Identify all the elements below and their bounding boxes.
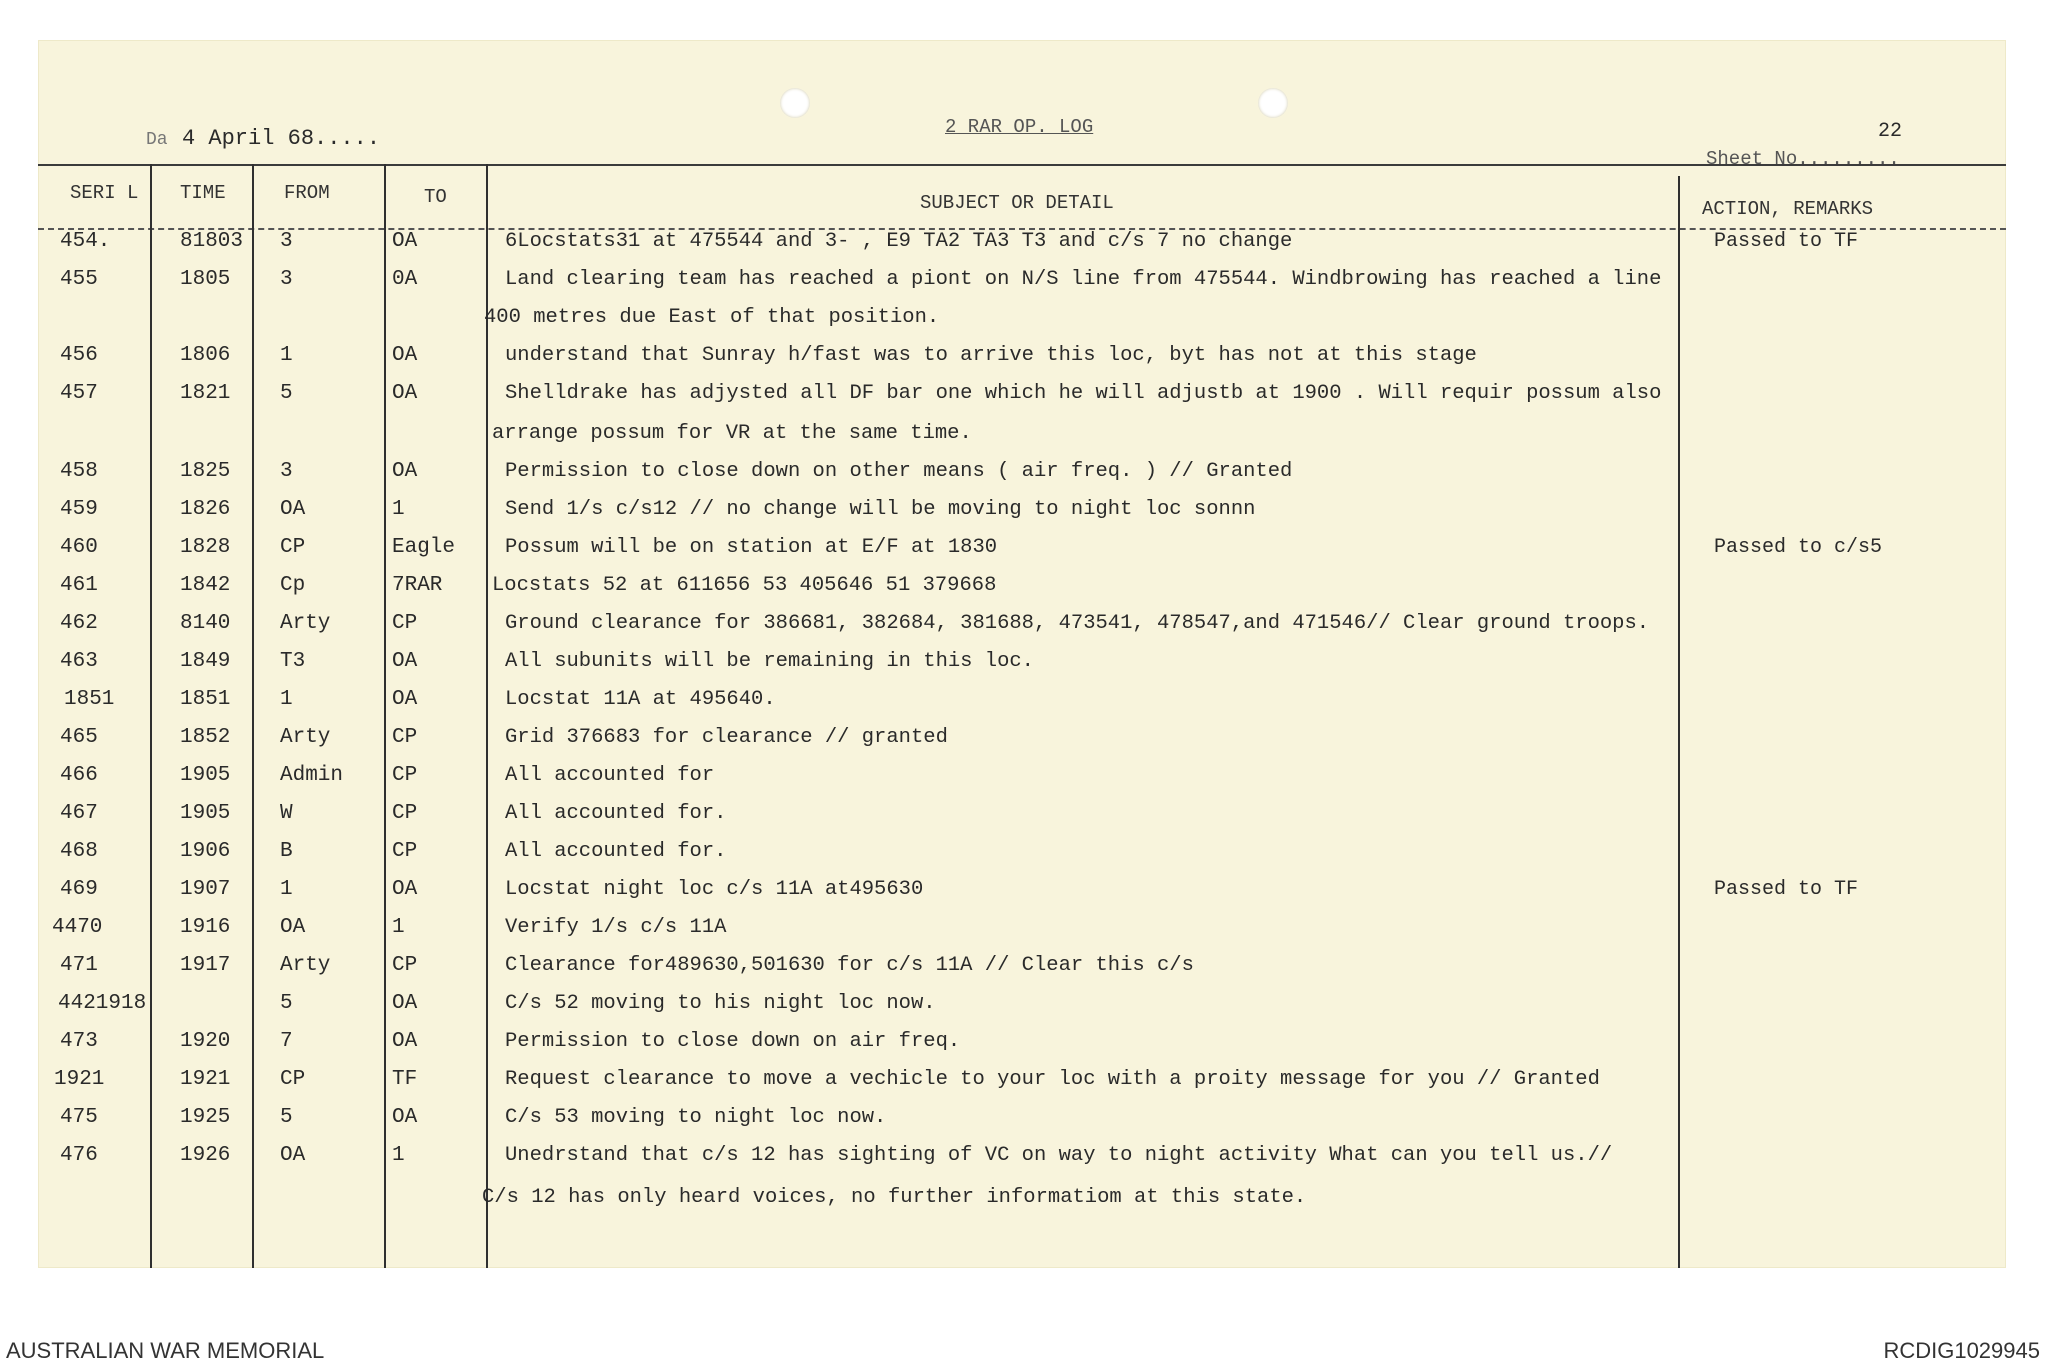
table-row: [38, 1180, 2006, 1216]
table-row: [38, 338, 2006, 374]
detail-cell: C/s 12 has only heard voices, no further informatiom at this state.: [482, 1186, 1307, 1209]
time-cell: 1842: [180, 574, 231, 597]
action-cell: Passed to TF: [1714, 878, 1859, 901]
table-row: [38, 986, 2006, 1022]
from-cell: 3: [280, 268, 293, 291]
time-cell: 1825: [180, 460, 231, 483]
time-cell: 1920: [180, 1030, 231, 1053]
time-cell: 1826: [180, 498, 231, 521]
from-cell: Admin: [280, 764, 344, 787]
from-cell: 5: [280, 382, 293, 405]
serial-cell: 1921: [54, 1068, 105, 1091]
serial-cell: 465: [60, 726, 98, 749]
table-row: [38, 872, 2006, 908]
to-cell: 1: [392, 1144, 405, 1167]
to-cell: OA: [392, 650, 418, 673]
to-cell: OA: [392, 878, 418, 901]
col-header-time: TIME: [180, 182, 226, 204]
page-title: 2 RAR OP. LOG: [945, 116, 1094, 138]
to-cell: OA: [392, 1106, 418, 1129]
detail-cell: Locstats 52 at 611656 53 405646 51 379668: [492, 574, 997, 597]
to-cell: OA: [392, 1030, 418, 1053]
from-cell: W: [280, 802, 293, 825]
col-header-serial: SERI L: [70, 182, 139, 204]
to-cell: 0A: [392, 268, 418, 291]
from-cell: 7: [280, 1030, 293, 1053]
time-cell: 1917: [180, 954, 231, 977]
table-row: [38, 568, 2006, 604]
time-cell: 1852: [180, 726, 231, 749]
from-cell: Arty: [280, 726, 331, 749]
detail-cell: All accounted for: [505, 764, 715, 787]
detail-cell: 6Locstats31 at 475544 and 3- , E9 TA2 TA3 T3 and c/s 7 no change: [505, 230, 1293, 253]
time-cell: 1921: [180, 1068, 231, 1091]
serial-cell: 1851: [64, 688, 115, 711]
archive-credit: AUSTRALIAN WAR MEMORIAL: [6, 1338, 325, 1363]
to-cell: OA: [392, 992, 418, 1015]
time-cell: 1849: [180, 650, 231, 673]
from-cell: OA: [280, 498, 306, 521]
time-cell: 1905: [180, 764, 231, 787]
detail-cell: Locstat 11A at 495640.: [505, 688, 776, 711]
to-cell: OA: [392, 460, 418, 483]
from-cell: 1: [280, 688, 293, 711]
table-row: [38, 454, 2006, 490]
serial-cell: 457: [60, 382, 98, 405]
from-cell: Cp: [280, 574, 306, 597]
table-top-rule: [38, 164, 2006, 166]
serial-cell: 471: [60, 954, 98, 977]
detail-cell: understand that Sunray h/fast was to arrive this loc, byt has not at this stage: [505, 344, 1477, 367]
table-row: [38, 376, 2006, 412]
time-cell: 1905: [180, 802, 231, 825]
table-row: [38, 644, 2006, 680]
from-cell: 3: [280, 460, 293, 483]
time-cell: 1851: [180, 688, 231, 711]
serial-cell: 454.: [60, 230, 111, 253]
table-row: [38, 1024, 2006, 1060]
table-row: [38, 758, 2006, 794]
detail-cell: All accounted for.: [505, 840, 727, 863]
serial-cell: 468: [60, 840, 98, 863]
to-cell: 7RAR: [392, 574, 443, 597]
time-cell: 8140: [180, 612, 231, 635]
to-cell: CP: [392, 954, 418, 977]
table-row: [38, 416, 2006, 452]
action-cell: Passed to TF: [1714, 230, 1859, 253]
to-cell: Eagle: [392, 536, 456, 559]
time-cell: 1821: [180, 382, 231, 405]
table-row: [38, 300, 2006, 336]
to-cell: OA: [392, 344, 418, 367]
detail-cell: Grid 376683 for clearance // granted: [505, 726, 948, 749]
time-cell: 81803: [180, 230, 244, 253]
serial-cell: 476: [60, 1144, 98, 1167]
to-cell: 1: [392, 916, 405, 939]
detail-cell: Possum will be on station at E/F at 1830: [505, 536, 998, 559]
col-header-subject: SUBJECT OR DETAIL: [920, 192, 1114, 214]
detail-cell: Locstat night loc c/s 11A at495630: [505, 878, 924, 901]
to-cell: 1: [392, 498, 405, 521]
table-row: [38, 262, 2006, 298]
serial-cell: 466: [60, 764, 98, 787]
record-id: RCDIG1029945: [1883, 1338, 2040, 1363]
detail-cell: Permission to close down on air freq.: [505, 1030, 961, 1053]
detail-cell: All accounted for.: [505, 802, 727, 825]
table-row: [38, 492, 2006, 528]
detail-cell: Unedrstand that c/s 12 has sighting of VC on way to night activity What can you tell us.//: [505, 1144, 1613, 1167]
table-row: [38, 720, 2006, 756]
table-row: [38, 1100, 2006, 1136]
from-cell: OA: [280, 916, 306, 939]
to-cell: CP: [392, 840, 418, 863]
to-cell: CP: [392, 726, 418, 749]
to-cell: OA: [392, 688, 418, 711]
from-cell: Arty: [280, 954, 331, 977]
time-cell: 1906: [180, 840, 231, 863]
from-cell: T3: [280, 650, 306, 673]
sheet-number: 22: [1878, 120, 1903, 143]
table-row: [38, 224, 2006, 260]
detail-cell: Shelldrake has adjysted all DF bar one which he will adjustb at 1900 . Will requir possum also: [505, 382, 1662, 405]
table-row: [38, 530, 2006, 566]
time-cell: 1925: [180, 1106, 231, 1129]
serial-cell: 473: [60, 1030, 98, 1053]
table-row: [38, 910, 2006, 946]
detail-cell: Send 1/s c/s12 // no change will be moving to night loc sonnn: [505, 498, 1256, 521]
detail-cell: C/s 52 moving to his night loc now.: [505, 992, 936, 1015]
to-cell: CP: [392, 612, 418, 635]
serial-cell: 475: [60, 1106, 98, 1129]
detail-cell: 400 metres due East of that position.: [484, 306, 940, 329]
punch-hole-left: [780, 88, 810, 118]
time-cell: 1806: [180, 344, 231, 367]
table-row: [38, 606, 2006, 642]
table-row: [38, 948, 2006, 984]
serial-cell: 458: [60, 460, 98, 483]
col-header-action: ACTION, REMARKS: [1702, 198, 1874, 220]
to-cell: TF: [392, 1068, 418, 1091]
table-row: [38, 834, 2006, 870]
table-row: [38, 1138, 2006, 1174]
serial-cell: 461: [60, 574, 98, 597]
to-cell: OA: [392, 230, 418, 253]
from-cell: 3: [280, 230, 293, 253]
serial-cell: 4421918: [58, 992, 147, 1015]
serial-cell: 456: [60, 344, 98, 367]
sheet-label: Sheet No.........: [1706, 148, 1900, 170]
detail-cell: arrange possum for VR at the same time.: [492, 422, 972, 445]
action-cell: Passed to c/s5: [1714, 536, 1883, 559]
detail-cell: Ground clearance for 386681, 382684, 381688, 473541, 478547,and 471546// Clear ground troops.: [505, 612, 1650, 635]
col-header-from: FROM: [284, 182, 330, 204]
table-row: [38, 682, 2006, 718]
serial-cell: 463: [60, 650, 98, 673]
from-cell: CP: [280, 536, 306, 559]
date-value: 4 April 68.....: [182, 126, 381, 151]
table-row: [38, 796, 2006, 832]
detail-cell: All subunits will be remaining in this loc.: [505, 650, 1034, 673]
serial-cell: 467: [60, 802, 98, 825]
from-cell: 1: [280, 878, 293, 901]
detail-cell: Verify 1/s c/s 11A: [505, 916, 727, 939]
from-cell: OA: [280, 1144, 306, 1167]
detail-cell: Request clearance to move a vechicle to your loc with a proity message for you // Granted: [505, 1068, 1600, 1091]
from-cell: CP: [280, 1068, 306, 1091]
serial-cell: 462: [60, 612, 98, 635]
col-header-to: TO: [424, 186, 447, 208]
serial-cell: 469: [60, 878, 98, 901]
to-cell: CP: [392, 802, 418, 825]
detail-cell: Clearance for489630,501630 for c/s 11A // Clear this c/s: [505, 954, 1194, 977]
table-row: [38, 1062, 2006, 1098]
from-cell: Arty: [280, 612, 331, 635]
detail-cell: Land clearing team has reached a piont on N/S line from 475544. Windbrowing has reached a line: [505, 268, 1662, 291]
time-cell: 1805: [180, 268, 231, 291]
time-cell: 1916: [180, 916, 231, 939]
from-cell: 1: [280, 344, 293, 367]
serial-cell: 455: [60, 268, 98, 291]
from-cell: 5: [280, 992, 293, 1015]
serial-cell: 459: [60, 498, 98, 521]
serial-cell: 4470: [52, 916, 103, 939]
from-cell: B: [280, 840, 293, 863]
to-cell: OA: [392, 382, 418, 405]
from-cell: 5: [280, 1106, 293, 1129]
serial-cell: 460: [60, 536, 98, 559]
time-cell: 1828: [180, 536, 231, 559]
detail-cell: C/s 53 moving to night loc now.: [505, 1106, 887, 1129]
to-cell: CP: [392, 764, 418, 787]
log-sheet: [38, 40, 2006, 1268]
time-cell: 1907: [180, 878, 231, 901]
time-cell: 1926: [180, 1144, 231, 1167]
detail-cell: Permission to close down on other means ( air freq. ) // Granted: [505, 460, 1293, 483]
punch-hole-right: [1258, 88, 1288, 118]
date-label: Da: [146, 130, 168, 150]
